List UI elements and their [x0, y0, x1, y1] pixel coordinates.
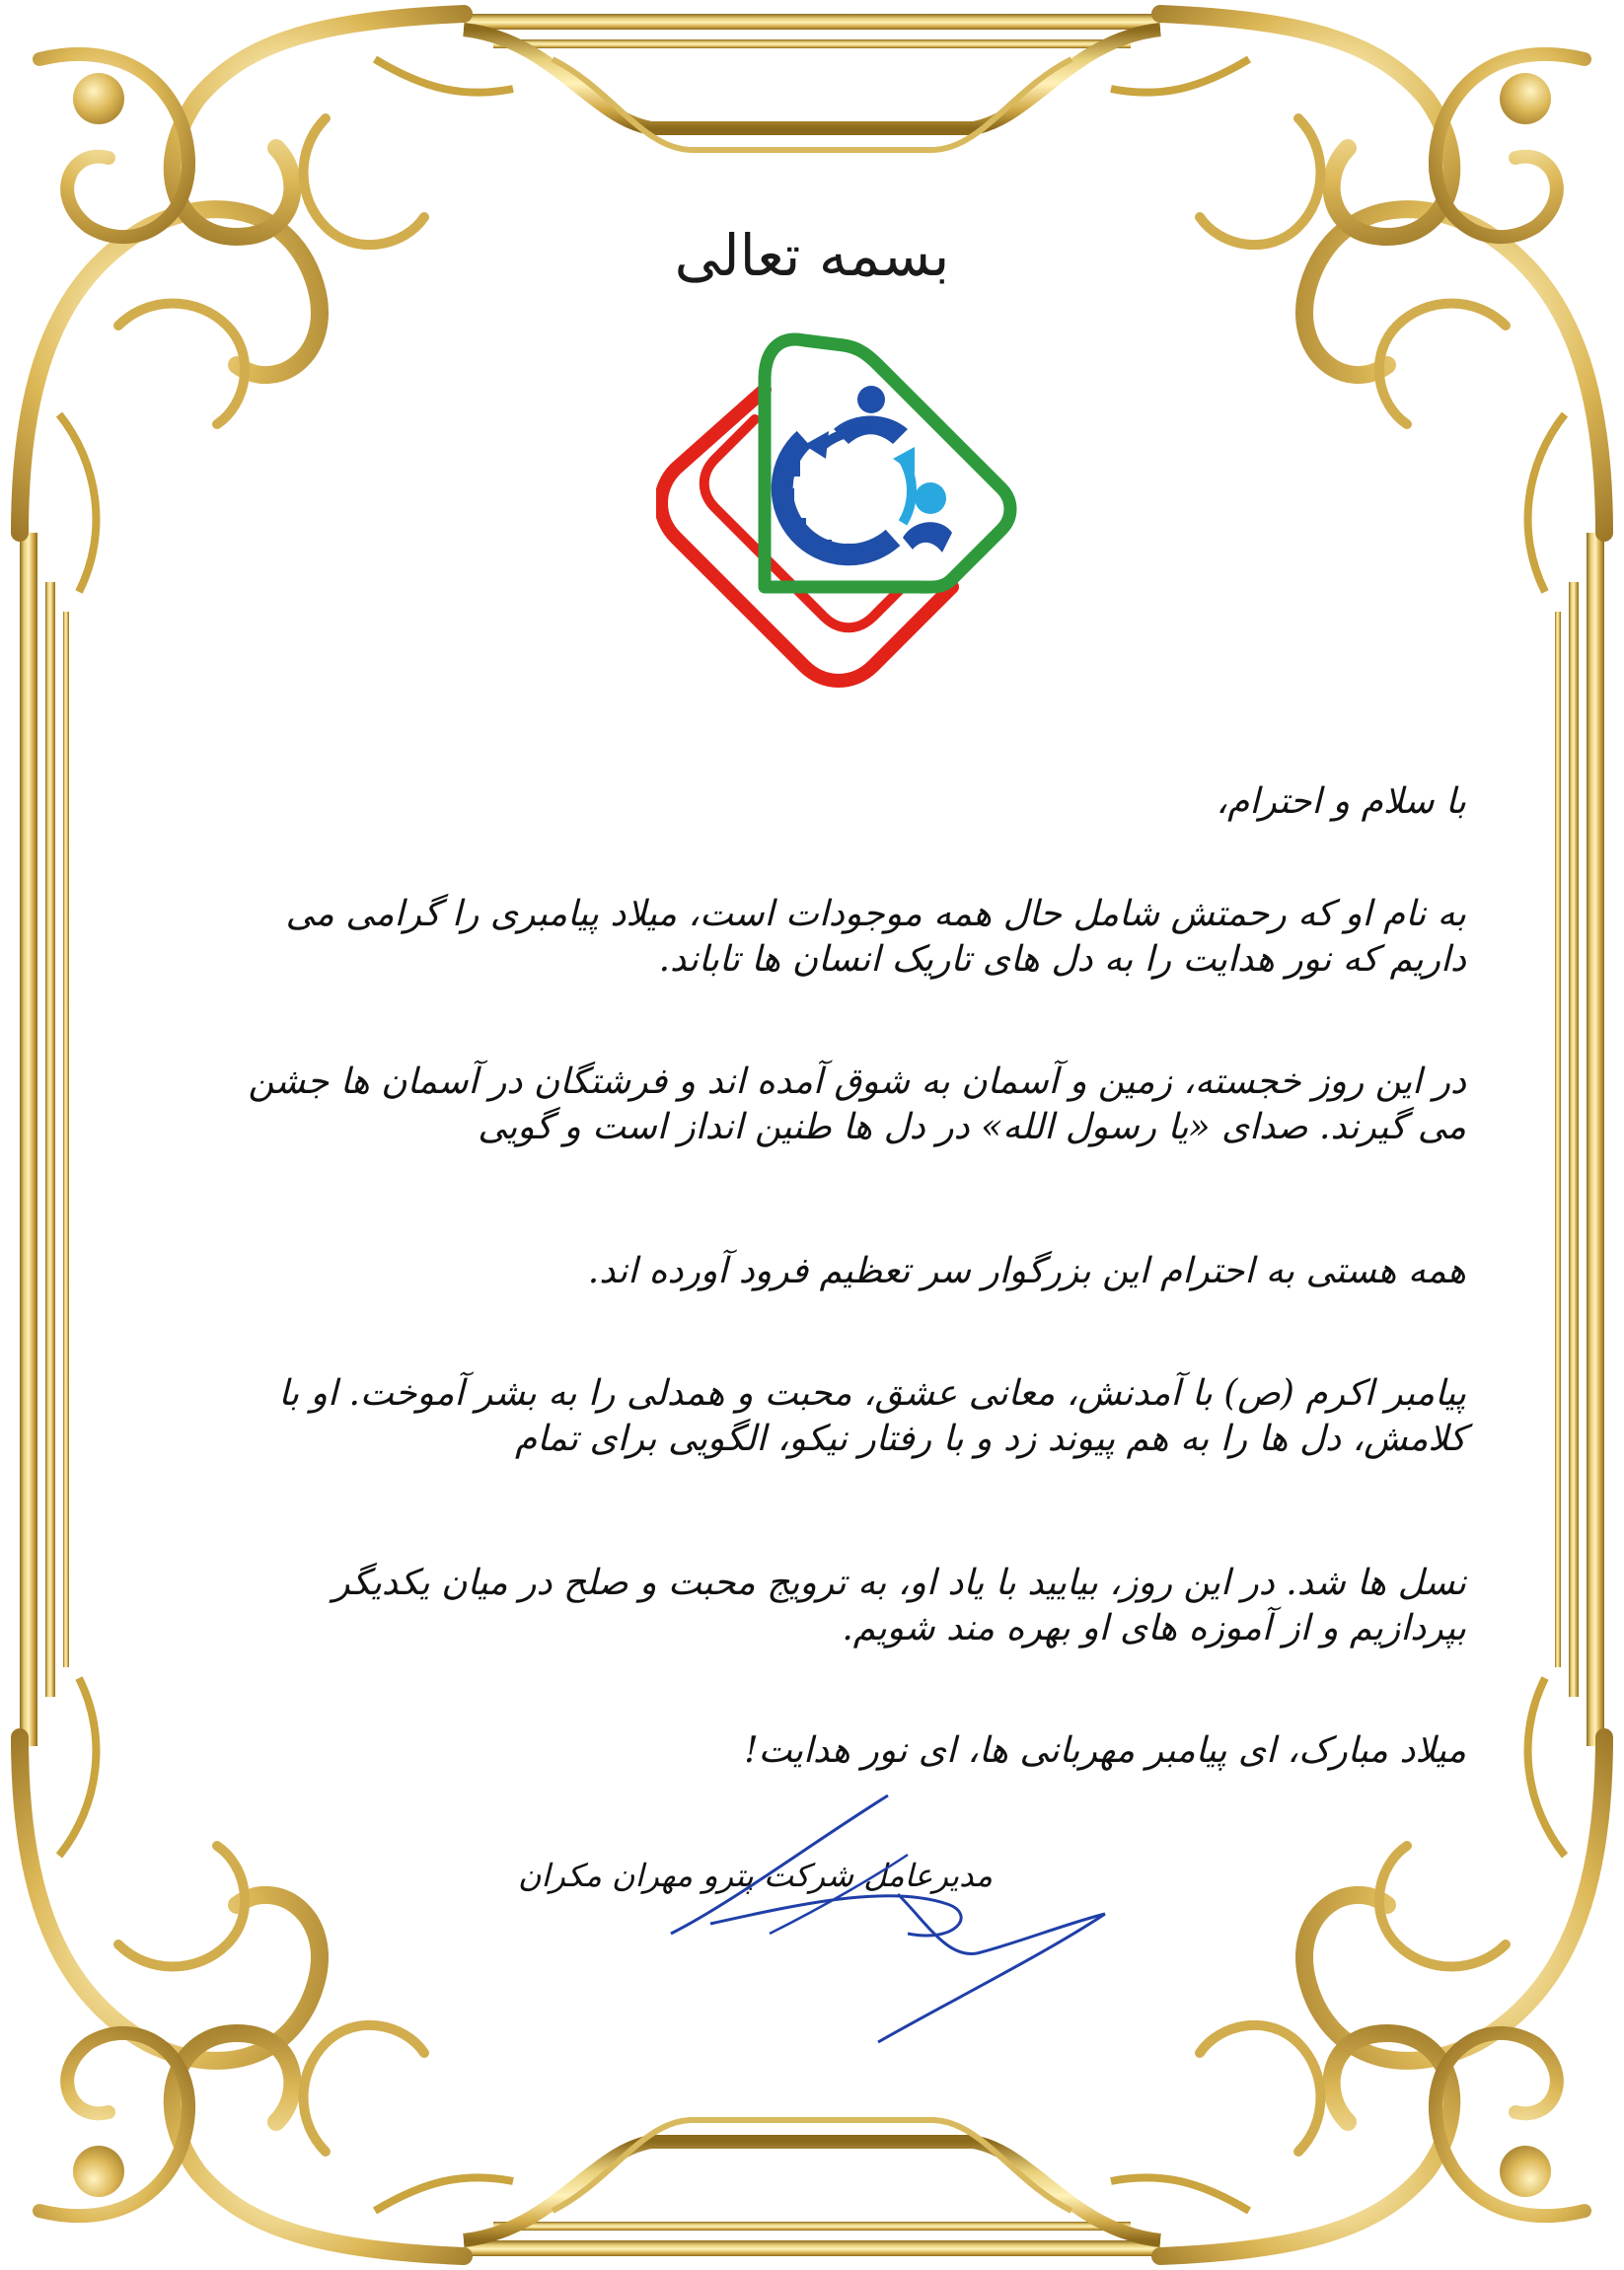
- paragraph-line: پیامبر اکرم (ص) با آمدنش، معانی عشق، محبت و همدلی را به بشر آموخت. او با کلامش، دل ها را به هم پیوند زد و با رفتار نیکو، الگویی برای تمام: [278, 1373, 1466, 1459]
- salutation: با سلام و احترام،: [1216, 781, 1466, 822]
- paragraph-2: [227, 1060, 1466, 1294]
- closing-line: میلاد مبارک، ای پیامبر مهربانی ها، ای نور هدایت!: [744, 1730, 1466, 1771]
- paragraph-line: به نام او که رحمتش شامل حال همه موجودات است، میلاد پیامبری را گرامی می داریم که نور هدایت را به دل های تاریک انسان ها تاباند.: [285, 894, 1466, 980]
- gear-icon: [776, 439, 893, 561]
- arrows-icon: [804, 429, 915, 523]
- corner-ornament-top-right: [1111, 14, 1604, 592]
- people-icon: [834, 386, 952, 552]
- signer-title: مدیرعامل شرکت پترو مهران مکران: [518, 1857, 993, 1894]
- paragraph-line: نسل ها شد. در این روز، بیایید با یاد او، به ترویج محبت و صلح در میان یکدیگر بپردازیم و از آموزه های او بهره مند شویم.: [332, 1563, 1466, 1648]
- letter-body: [227, 779, 1466, 1774]
- paragraph-1: [227, 892, 1466, 983]
- page-heading: بسمه تعالی: [674, 222, 950, 289]
- company-logo: [656, 321, 1021, 696]
- paragraph-line: در این روز خجسته، زمین و آسمان به شوق آمده اند و فرشتگان در آسمان ها جشن می گیرند. صدای «یا رسول الله» در دل ها طنین انداز است و گویی: [248, 1062, 1466, 1147]
- corner-ornament-top-left: [20, 14, 513, 592]
- paragraph-3: [227, 1371, 1466, 1651]
- handwritten-signature: [651, 1786, 1125, 2052]
- paragraph-line: همه هستی به احترام این بزرگوار سر تعظیم فرود آورده اند.: [587, 1251, 1466, 1291]
